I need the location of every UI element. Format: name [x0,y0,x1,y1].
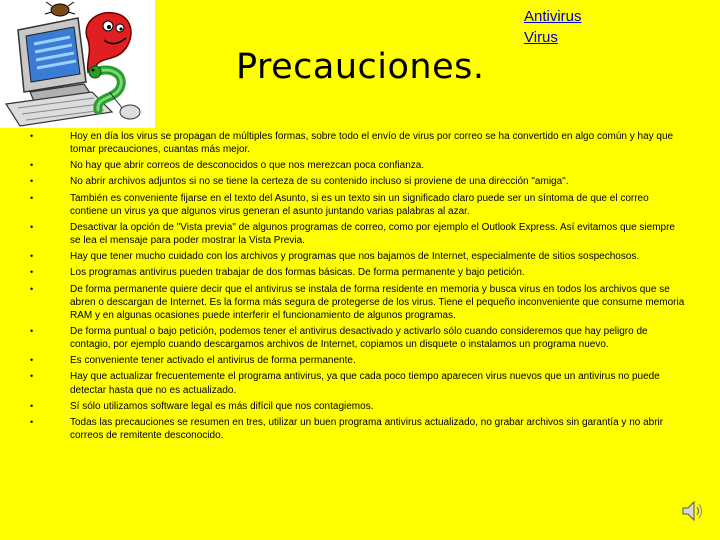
list-item-text: Es conveniente tener activado el antivirus de forma permanente. [70,355,356,367]
bullet-icon: • [30,131,34,141]
precautions-list [28,130,688,445]
list-item [28,400,688,413]
bullet-icon: • [30,325,34,336]
list-item-text: No hay que abrir correos de desconocidos o que nos merezcan poca confianza. [70,160,425,172]
list-item [28,354,688,367]
list-item [28,175,688,188]
list-item [28,130,688,156]
list-item [28,250,688,263]
list-item-text: No abrir archivos adjuntos si no se tiene la certeza de su contenido incluso si proviene de una dirección "amiga". [70,176,569,188]
bullet-icon: • [30,160,34,171]
list-item [28,159,688,172]
list-item-text: Desactivar la opción de "Vista previa" de algunos programas de correo, como por ejemplo el Outlook Express. Así evitamos que siempre se lea el mensaje para poder mostrar la Vista Previa. [70,221,675,247]
list-item-text: Sí sólo utilizamos software legal es más difícil que nos contagiemos. [70,400,374,412]
bullet-icon: • [30,221,34,232]
list-item [28,370,688,396]
page-title: Precauciones. [236,47,485,87]
list-item-text: Hay que actualizar frecuentemente el programa antivirus, ya que cada poco tiempo aparecen virus nuevos que un antivirus no puede detectar hasta que no es actualizado. [70,371,660,396]
list-item [28,416,688,442]
list-item-text: De forma permanente quiere decir que el antivirus se instala de forma residente en memoria y busca virus en todos los archivos que se abren o descargan de Internet. Es la forma más segura de protegerse de los virus. Tiene el pequeño inconveniente que consume memoria RAM y en algunas ocasiones puede interferir el funcionamiento de algunos programas. [70,283,685,321]
bullet-icon: • [30,176,34,187]
bullet-icon: • [30,192,34,203]
list-item-text: De forma puntual o bajo petición, podemos tener el antivirus desactivado y activarlo sólo cuando consideremos que hay peligro de contagio, por ejemplo cuando descargamos archivos de Internet, copiamos un disquete o instalamos un programa nuevo. [70,325,648,351]
bullet-icon: • [30,283,34,294]
antivirus-link[interactable]: Antivirus [524,8,582,25]
virus-computer-clipart [0,0,155,128]
bullet-icon: • [30,355,34,366]
bullet-icon: • [30,416,34,427]
bullet-icon: • [30,400,34,411]
header-links [524,6,582,48]
list-item-text: Los programas antivirus pueden trabajar de dos formas básicas. De forma permanente y bajo petición. [70,267,525,279]
speaker-icon[interactable] [680,498,706,524]
list-item-text: Hay que tener mucho cuidado con los archivos y programas que nos bajamos de Internet, especialmente de sitios sospechosos. [70,251,640,263]
bullet-icon: • [30,371,34,382]
virus-link[interactable]: Virus [524,29,558,46]
list-item [28,192,688,218]
list-item-text: Hoy en día los virus se propagan de múltiples formas, sobre todo el envío de virus por correo se ha convertido en algo común y hay que tomar precauciones, cuantas más mejor. [70,131,674,156]
list-item [28,325,688,351]
list-item-text: Todas las precauciones se resumen en tres, utilizar un buen programa antivirus actualizado, no grabar archivos sin garantía y no abrir correos de remitente desconocido. [70,416,664,441]
bullet-icon: • [30,267,34,278]
bullet-icon: • [30,251,34,262]
list-item [28,221,688,247]
list-item [28,283,688,322]
list-item [28,266,688,279]
list-item-text: También es conveniente fijarse en el texto del Asunto, si es un texto sin un significado claro puede ser un síntoma de que el correo contiene un virus ya que algunos virus generan el asunto juntando varias palabras al azar. [70,192,649,217]
